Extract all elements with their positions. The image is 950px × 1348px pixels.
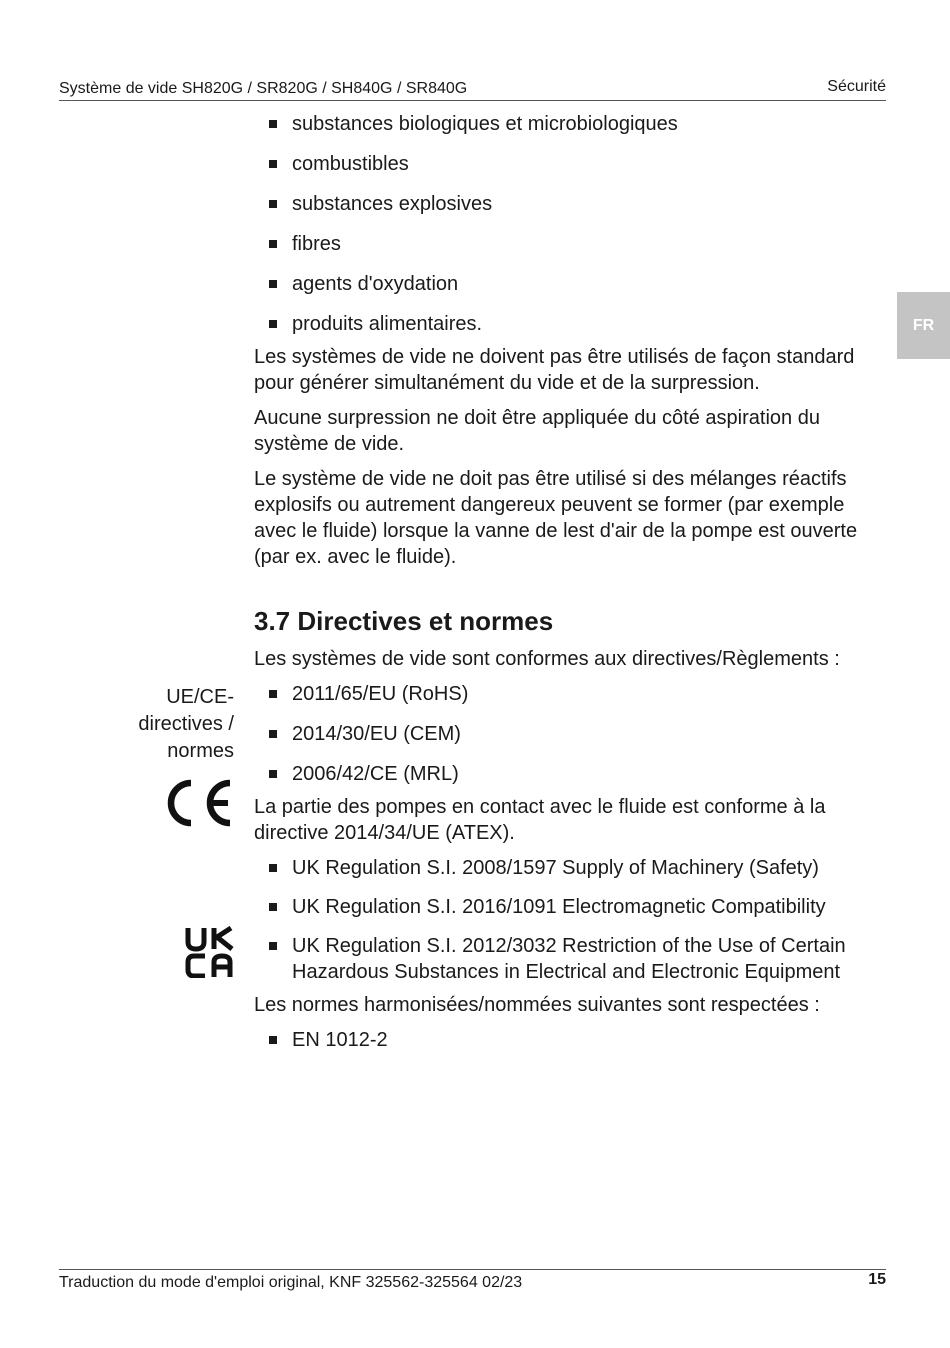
paragraph-atex: La partie des pompes en contact avec le fluide est conforme à la directive 2014/34/UE (ATEX).	[254, 796, 826, 844]
list-item: EN 1012-2	[254, 1027, 876, 1053]
uk-regulations-list	[254, 855, 876, 985]
paragraph-no-overpressure: Aucune surpression ne doit être appliquée du côté aspiration du système de vide.	[254, 407, 820, 455]
list-item: combustibles	[254, 151, 876, 177]
eu-directives-list	[254, 681, 876, 787]
list-item: substances biologiques et microbiologiques	[254, 111, 876, 137]
side-label-line: UE/CE-	[166, 686, 234, 708]
list-item: 2014/30/EU (CEM)	[254, 721, 876, 747]
paragraph-standards-intro: Les normes harmonisées/nommées suivantes sont respectées :	[254, 994, 820, 1016]
list-item: agents d'oxydation	[254, 271, 876, 297]
section-heading: 3.7 Directives et normes	[254, 606, 554, 636]
paragraph-no-simultaneous-pressure: Les systèmes de vide ne doivent pas être utilisés de façon standard pour générer simultanément du vide et de la surpression.	[254, 346, 855, 394]
header-section: Sécurité	[827, 78, 886, 95]
ukca-mark-icon	[184, 926, 236, 978]
footer-divider	[59, 1269, 886, 1270]
list-item: 2011/65/EU (RoHS)	[254, 681, 876, 707]
paragraph-directives-intro: Les systèmes de vide sont conformes aux directives/Règlements :	[254, 648, 840, 670]
side-label-line: normes	[167, 740, 234, 762]
header-divider	[59, 100, 886, 101]
standards-list	[254, 1027, 876, 1053]
ce-mark-icon	[164, 777, 236, 829]
side-label-line: directives /	[138, 713, 234, 735]
list-item: substances explosives	[254, 191, 876, 217]
paragraph-explosive-mixtures: Le système de vide ne doit pas être utilisé si des mélanges réactifs explosifs ou autrement dangereux peuvent se former (par exemple avec le fluide) lorsque la vanne de lest d'air de la pompe est ouverte (par ex. avec le fluide).	[254, 468, 858, 568]
excluded-substances-list	[254, 111, 876, 337]
footer-text: Traduction du mode d'emploi original, KNF 325562-325564 02/23	[59, 1274, 523, 1291]
side-label-directives	[100, 684, 234, 765]
list-item: produits alimentaires.	[254, 311, 876, 337]
main-content	[254, 111, 876, 1053]
header-title: Système de vide SH820G / SR820G / SH840G / SR840G	[59, 80, 468, 97]
list-item: UK Regulation S.I. 2012/3032 Restriction of the Use of Certain Hazardous Substances in Electrical and Electronic Equipment	[254, 933, 876, 985]
list-item: UK Regulation S.I. 2008/1597 Supply of Machinery (Safety)	[254, 855, 876, 881]
page-number: 15	[868, 1271, 886, 1288]
language-tab: FR	[897, 292, 950, 359]
list-item: UK Regulation S.I. 2016/1091 Electromagnetic Compatibility	[254, 894, 876, 920]
list-item: 2006/42/CE (MRL)	[254, 761, 876, 787]
list-item: fibres	[254, 231, 876, 257]
